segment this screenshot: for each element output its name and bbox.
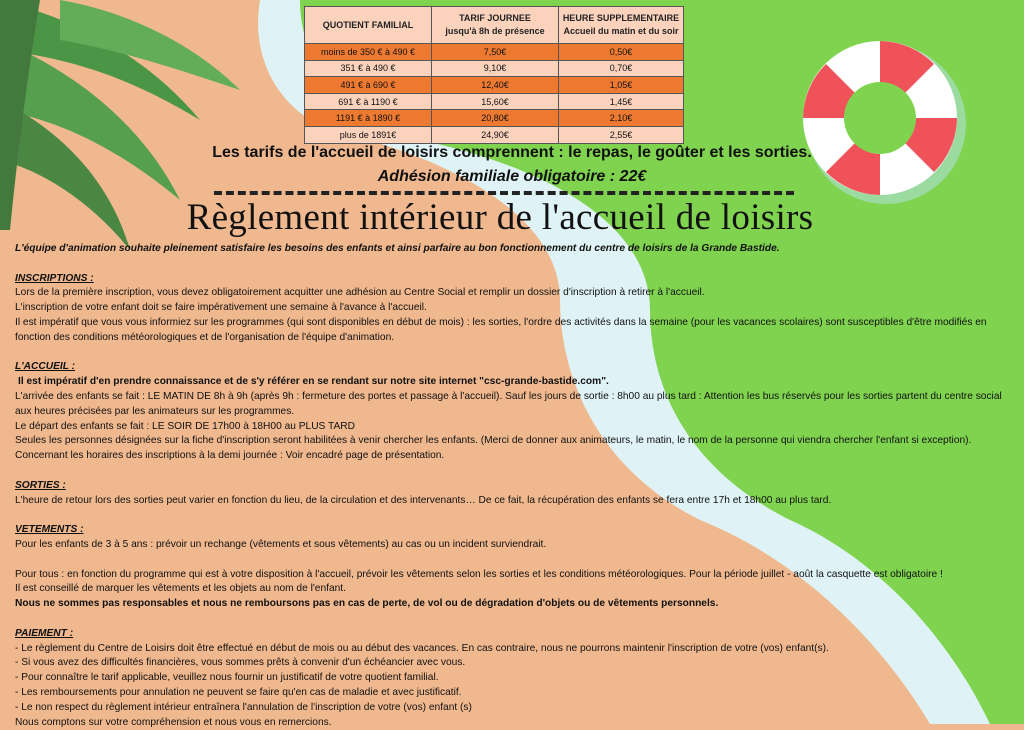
- cell-quotient: plus de 1891€: [305, 126, 432, 143]
- cell-quotient: 1191 € à 1890 €: [305, 110, 432, 127]
- section-heading-sorties: SORTIES :: [15, 479, 1015, 494]
- cell-heure: 2,55€: [559, 126, 684, 143]
- paragraph: Seules les personnes désignées sur la fiche d'inscription seront habilitées à venir chercher les enfants. (Merci de donner aux animateurs, le matin, le nom de la personne qui viendra chercher l'enfant si exception). Concernant les horaires des inscriptions à la demi journée : Voir encadré page de présentation.: [15, 434, 1015, 464]
- page-title: Règlement intérieur de l'accueil de loisirs: [0, 196, 1000, 239]
- header-quotient: QUOTIENT FAMILIAL: [305, 7, 432, 44]
- cell-tarif: 15,60€: [432, 93, 559, 110]
- table-row: [305, 126, 684, 143]
- dashed-divider: [214, 191, 794, 195]
- regulation-body: [15, 242, 1015, 730]
- cell-quotient: moins de 350 € à 490 €: [305, 44, 432, 61]
- paragraph: L'heure de retour lors des sorties peut varier en fonction du lieu, de la circulation et des intervenants… De ce fait, la récupération des enfants se fera entre 17h et 18h00 au plus tard.: [15, 494, 1015, 509]
- paragraph: Pour tous : en fonction du programme qui est à votre disposition à l'accueil, prévoir les vêtements selon les sorties et les conditions météorologiques. Pour la période juillet - août la casquette est obligatoire !: [15, 568, 1015, 583]
- table-row: [305, 44, 684, 61]
- cell-heure: 0,50€: [559, 44, 684, 61]
- section-heading-accueil: L'ACCUEIL :: [15, 360, 1015, 375]
- cell-heure: 0,70€: [559, 60, 684, 77]
- cell-heure: 1,05€: [559, 77, 684, 94]
- tarifs-table: [304, 6, 684, 144]
- cell-tarif: 7,50€: [432, 44, 559, 61]
- paragraph: Nous comptons sur votre compréhension et nous vous en remercions.: [15, 716, 1015, 730]
- cell-tarif: 20,80€: [432, 110, 559, 127]
- section-heading-vetements: VETEMENTS :: [15, 523, 1015, 538]
- cell-heure: 1,45€: [559, 93, 684, 110]
- table-row: [305, 77, 684, 94]
- paragraph: Le départ des enfants se fait : LE SOIR DE 17h00 à 18H00 au PLUS TARD: [15, 420, 1015, 435]
- paragraph: L'arrivée des enfants se fait : LE MATIN DE 8h à 9h (après 9h : fermeture des portes et passage à l'accueil). Sauf les jours de sortie : 8h00 au plus tard : Attention les bus réservés pour les sorties partent du centre social aux heures précisées par les animateurs sur les programmes.: [15, 390, 1015, 420]
- paragraph: L'inscription de votre enfant doit se faire impérativement une semaine à l'avance à l'accueil.: [15, 301, 1015, 316]
- intro-text: L'équipe d'animation souhaite pleinement satisfaire les besoins des enfants et ainsi parfaire au bon fonctionnement du centre de loisirs de la Grande Bastide.: [15, 242, 1015, 257]
- table-row: [305, 60, 684, 77]
- paragraph: - Le non respect du règlement intérieur entraînera l'annulation de l'inscription de votre (vos) enfant (s): [15, 701, 1015, 716]
- tarifs-includes-text: Les tarifs de l'accueil de loisirs comprennent : le repas, le goûter et les sorties.: [0, 144, 1024, 162]
- paragraph: Lors de la première inscription, vous devez obligatoirement acquitter une adhésion au Centre Social et remplir un dossier d'inscription à retirer à l'accueil.: [15, 286, 1015, 301]
- cell-quotient: 691 € à 1190 €: [305, 93, 432, 110]
- paragraph: - Le règlement du Centre de Loisirs doit être effectué en début de mois ou au début des vacances. En cas contraire, nous ne pourrons maintenir l'inscription de votre (vos) enfant(s).: [15, 642, 1015, 657]
- paragraph: - Pour connaître le tarif applicable, veuillez nous fournir un justificatif de votre quotient familial.: [15, 671, 1015, 686]
- paragraph: Pour les enfants de 3 à 5 ans : prévoir un rechange (vêtements et sous vêtements) au cas ou un incident surviendrait.: [15, 538, 1015, 553]
- paragraph: - Les remboursements pour annulation ne peuvent se faire qu'en cas de maladie et avec justificatif.: [15, 686, 1015, 701]
- paragraph: Il est conseillé de marquer les vêtements et les objets au nom de l'enfant.: [15, 582, 1015, 597]
- cell-quotient: 491 € à 690 €: [305, 77, 432, 94]
- header-heure: HEURE SUPPLEMENTAIRE Accueil du matin et du soir: [559, 7, 684, 44]
- cell-heure: 2,10€: [559, 110, 684, 127]
- cell-tarif: 12,40€: [432, 77, 559, 94]
- table-header-row: [305, 7, 684, 44]
- paragraph: - Si vous avez des difficultés financières, vous sommes prêts à convenir d'un échéancier avec vous.: [15, 656, 1015, 671]
- paragraph: Il est impératif que vous vous informiez sur les programmes (qui sont disponibles en début de mois) : les sorties, l'ordre des activités dans la semaine (pour les vacances scolaires) sont susceptibles d'être modifiés en fonction des conditions météorologiques et de l'organisation de l'équipe d'animation.: [15, 316, 1015, 346]
- cell-quotient: 351 € à 490 €: [305, 60, 432, 77]
- section-heading-inscriptions: INSCRIPTIONS :: [15, 272, 1015, 287]
- table-row: [305, 110, 684, 127]
- cell-tarif: 24,90€: [432, 126, 559, 143]
- responsibility-notice: Nous ne sommes pas responsables et nous ne remboursons pas en cas de perte, de vol ou de dégradation d'objets ou de vêtements personnels.: [15, 597, 1015, 612]
- cell-tarif: 9,10€: [432, 60, 559, 77]
- adhesion-text: Adhésion familiale obligatoire : 22€: [0, 168, 1024, 186]
- website-notice: Il est impératif d'en prendre connaissance et de s'y référer en se rendant sur notre site internet "csc-grande-bastide.com".: [15, 375, 1015, 390]
- header-tarif: TARIF JOURNEE jusqu'à 8h de présence: [432, 7, 559, 44]
- table-row: [305, 93, 684, 110]
- section-heading-paiement: PAIEMENT :: [15, 627, 1015, 642]
